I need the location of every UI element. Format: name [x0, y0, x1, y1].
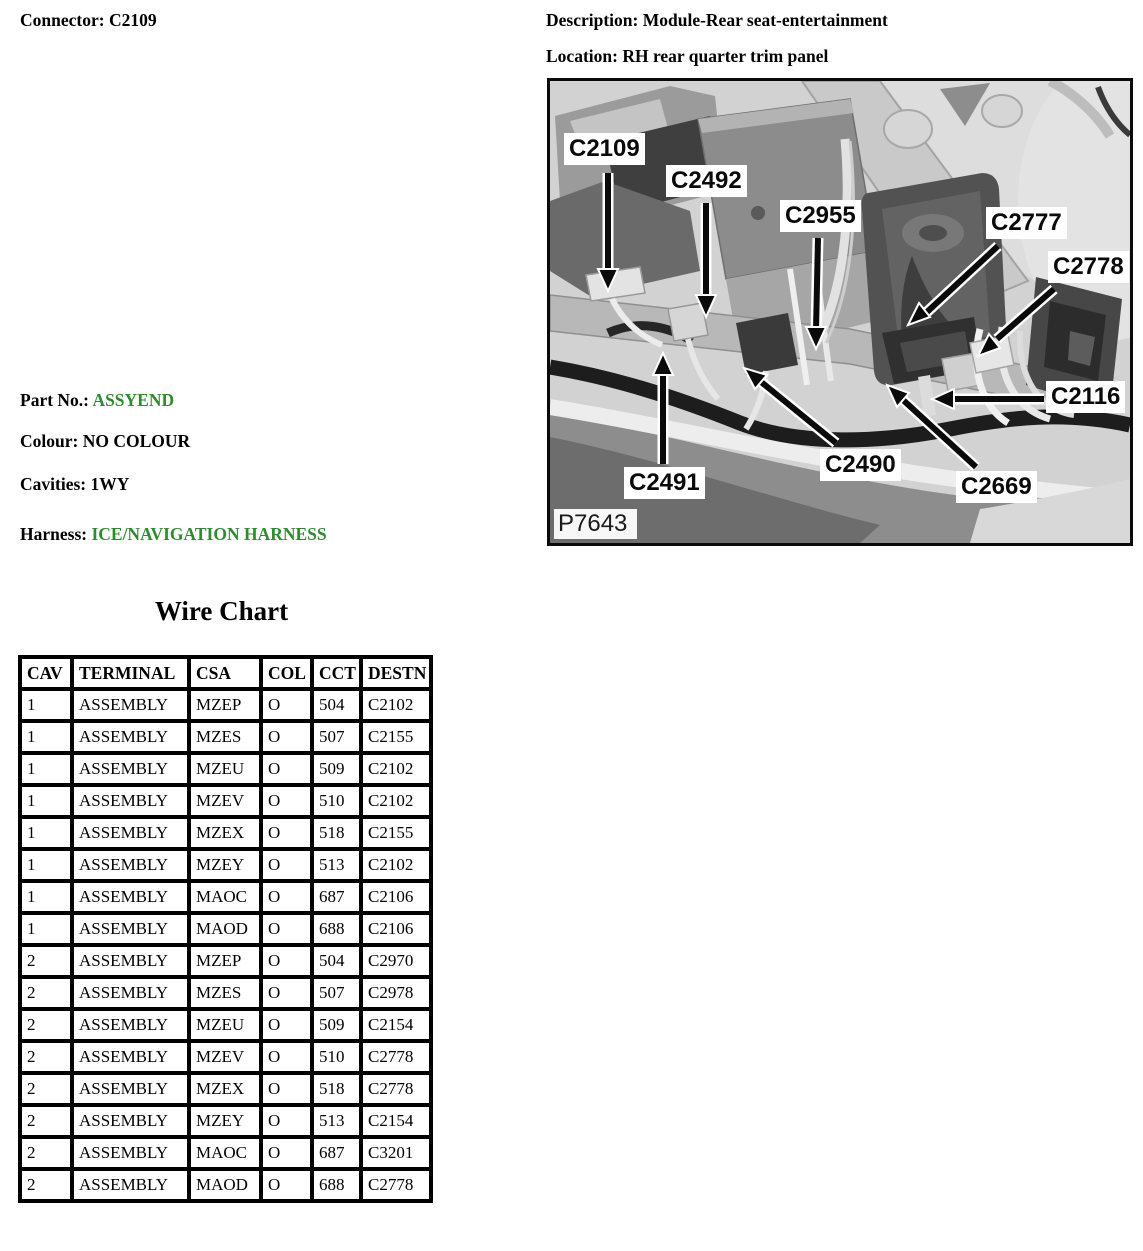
table-cell: 504 — [312, 945, 361, 977]
table-cell: 2 — [20, 1169, 72, 1201]
table-cell: 513 — [312, 849, 361, 881]
table-cell: 1 — [20, 881, 72, 913]
table-header-cell: TERMINAL — [72, 657, 189, 689]
table-cell: 1 — [20, 689, 72, 721]
table-cell: 1 — [20, 785, 72, 817]
table-cell: ASSEMBLY — [72, 881, 189, 913]
connector-callout: C2116 — [1046, 381, 1125, 413]
table-cell: MZEX — [189, 1073, 261, 1105]
table-cell: 687 — [312, 881, 361, 913]
wire-chart-title: Wire Chart — [154, 596, 289, 626]
table-cell: 509 — [312, 753, 361, 785]
table-row — [20, 1041, 431, 1073]
table-cell: O — [261, 945, 312, 977]
table-cell: 2 — [20, 977, 72, 1009]
cavities-label: Cavities: — [20, 474, 87, 494]
table-cell: 688 — [312, 913, 361, 945]
table-cell: 1 — [20, 913, 72, 945]
table-cell: 510 — [312, 1041, 361, 1073]
part-no-label: Part No.: — [20, 390, 90, 410]
connector-label: Connector: — [20, 10, 105, 30]
table-header-cell: COL — [261, 657, 312, 689]
table-cell: 518 — [312, 817, 361, 849]
table-cell: O — [261, 753, 312, 785]
table-row — [20, 753, 431, 785]
table-cell: 507 — [312, 721, 361, 753]
table-cell: 1 — [20, 721, 72, 753]
table-cell: ASSEMBLY — [72, 1137, 189, 1169]
table-cell: C2106 — [361, 913, 431, 945]
colour-label: Colour: — [20, 431, 79, 451]
part-no-link[interactable]: ASSYEND — [92, 390, 175, 410]
table-cell: MAOD — [189, 913, 261, 945]
table-row — [20, 1169, 431, 1201]
table-cell: MZEY — [189, 1105, 261, 1137]
table-cell: C2102 — [361, 753, 431, 785]
connector-callout: C2778 — [1048, 251, 1129, 283]
table-cell: O — [261, 1041, 312, 1073]
table-cell: O — [261, 817, 312, 849]
wire-chart-body — [20, 689, 431, 1201]
table-cell: 2 — [20, 1009, 72, 1041]
table-cell: O — [261, 1073, 312, 1105]
table-row — [20, 881, 431, 913]
location-value: RH rear quarter trim panel — [622, 46, 829, 66]
table-cell: C2106 — [361, 881, 431, 913]
table-cell: ASSEMBLY — [72, 817, 189, 849]
location-heading — [546, 46, 828, 67]
table-cell: 518 — [312, 1073, 361, 1105]
connector-location-photo — [547, 78, 1133, 546]
table-cell: O — [261, 721, 312, 753]
description-heading — [546, 10, 888, 31]
part-no-line — [20, 390, 174, 411]
connector-callout: C2490 — [820, 449, 901, 481]
table-header-cell: CSA — [189, 657, 261, 689]
table-cell: ASSEMBLY — [72, 1041, 189, 1073]
table-row — [20, 721, 431, 753]
table-row — [20, 817, 431, 849]
connector-callout: C2492 — [666, 165, 747, 197]
connector-value: C2109 — [108, 10, 157, 30]
table-cell: C3201 — [361, 1137, 431, 1169]
table-cell: MAOC — [189, 1137, 261, 1169]
table-header-cell: CAV — [20, 657, 72, 689]
table-header-row — [20, 657, 431, 689]
description-label: Description: — [546, 10, 639, 30]
table-cell: O — [261, 849, 312, 881]
table-cell: O — [261, 881, 312, 913]
table-cell: O — [261, 913, 312, 945]
table-cell: C2154 — [361, 1009, 431, 1041]
table-cell: C2970 — [361, 945, 431, 977]
connector-callout: C2955 — [780, 200, 861, 232]
table-cell: MZEX — [189, 817, 261, 849]
table-cell: O — [261, 1169, 312, 1201]
table-row — [20, 849, 431, 881]
connector-callout: C2491 — [624, 467, 705, 499]
connector-heading — [20, 10, 157, 31]
table-row — [20, 1073, 431, 1105]
table-cell: 507 — [312, 977, 361, 1009]
colour-line — [20, 431, 190, 452]
table-cell: ASSEMBLY — [72, 1073, 189, 1105]
table-cell: ASSEMBLY — [72, 689, 189, 721]
table-cell: C2155 — [361, 721, 431, 753]
table-cell: ASSEMBLY — [72, 913, 189, 945]
connector-callout: C2669 — [956, 471, 1037, 503]
table-cell: C2155 — [361, 817, 431, 849]
table-cell: C2778 — [361, 1041, 431, 1073]
table-cell: ASSEMBLY — [72, 753, 189, 785]
table-cell: MZEV — [189, 785, 261, 817]
table-cell: ASSEMBLY — [72, 1009, 189, 1041]
table-row — [20, 689, 431, 721]
table-cell: 2 — [20, 1105, 72, 1137]
harness-link[interactable]: ICE/NAVIGATION HARNESS — [91, 524, 327, 544]
table-cell: C2778 — [361, 1073, 431, 1105]
table-cell: O — [261, 1105, 312, 1137]
harness-label: Harness: — [20, 524, 88, 544]
table-cell: 2 — [20, 1073, 72, 1105]
harness-line — [20, 524, 327, 545]
connector-callout: C2109 — [564, 133, 645, 165]
table-cell: C2102 — [361, 689, 431, 721]
connector-callout: C2777 — [986, 207, 1067, 239]
table-cell: MZEV — [189, 1041, 261, 1073]
table-row — [20, 785, 431, 817]
table-cell: 504 — [312, 689, 361, 721]
table-cell: O — [261, 977, 312, 1009]
table-cell: 2 — [20, 1137, 72, 1169]
photo-id-label: P7643 — [554, 509, 637, 539]
table-cell: O — [261, 689, 312, 721]
table-cell: ASSEMBLY — [72, 849, 189, 881]
table-cell: ASSEMBLY — [72, 721, 189, 753]
table-cell: O — [261, 785, 312, 817]
table-cell: ASSEMBLY — [72, 945, 189, 977]
table-cell: 2 — [20, 945, 72, 977]
table-cell: C2102 — [361, 785, 431, 817]
table-row — [20, 1137, 431, 1169]
table-row — [20, 913, 431, 945]
table-cell: 513 — [312, 1105, 361, 1137]
table-cell: 688 — [312, 1169, 361, 1201]
table-cell: O — [261, 1137, 312, 1169]
table-cell: C2102 — [361, 849, 431, 881]
table-cell: 1 — [20, 849, 72, 881]
cavities-line — [20, 474, 129, 495]
table-cell: ASSEMBLY — [72, 1169, 189, 1201]
table-header-cell: DESTN — [361, 657, 431, 689]
table-cell: MZEU — [189, 1009, 261, 1041]
table-cell: C2978 — [361, 977, 431, 1009]
table-cell: MZEP — [189, 689, 261, 721]
table-cell: 510 — [312, 785, 361, 817]
table-cell: 1 — [20, 753, 72, 785]
table-row — [20, 945, 431, 977]
table-cell: 2 — [20, 1041, 72, 1073]
table-cell: MAOC — [189, 881, 261, 913]
table-cell: MAOD — [189, 1169, 261, 1201]
location-label: Location: — [546, 46, 618, 66]
table-cell: C2154 — [361, 1105, 431, 1137]
table-cell: O — [261, 1009, 312, 1041]
wire-chart-table — [18, 655, 433, 1203]
table-cell: ASSEMBLY — [72, 1105, 189, 1137]
table-cell: C2778 — [361, 1169, 431, 1201]
table-row — [20, 1009, 431, 1041]
table-row — [20, 977, 431, 1009]
description-value: Module-Rear seat-entertainment — [642, 10, 888, 30]
table-cell: MZEU — [189, 753, 261, 785]
table-cell: ASSEMBLY — [72, 785, 189, 817]
table-cell: 1 — [20, 817, 72, 849]
colour-value: NO COLOUR — [82, 431, 191, 451]
table-header-cell: CCT — [312, 657, 361, 689]
table-cell: MZEY — [189, 849, 261, 881]
table-cell: MZES — [189, 721, 261, 753]
cavities-value: 1WY — [90, 474, 130, 494]
table-cell: 687 — [312, 1137, 361, 1169]
table-cell: 509 — [312, 1009, 361, 1041]
table-cell: ASSEMBLY — [72, 977, 189, 1009]
table-cell: MZES — [189, 977, 261, 1009]
table-row — [20, 1105, 431, 1137]
table-cell: MZEP — [189, 945, 261, 977]
